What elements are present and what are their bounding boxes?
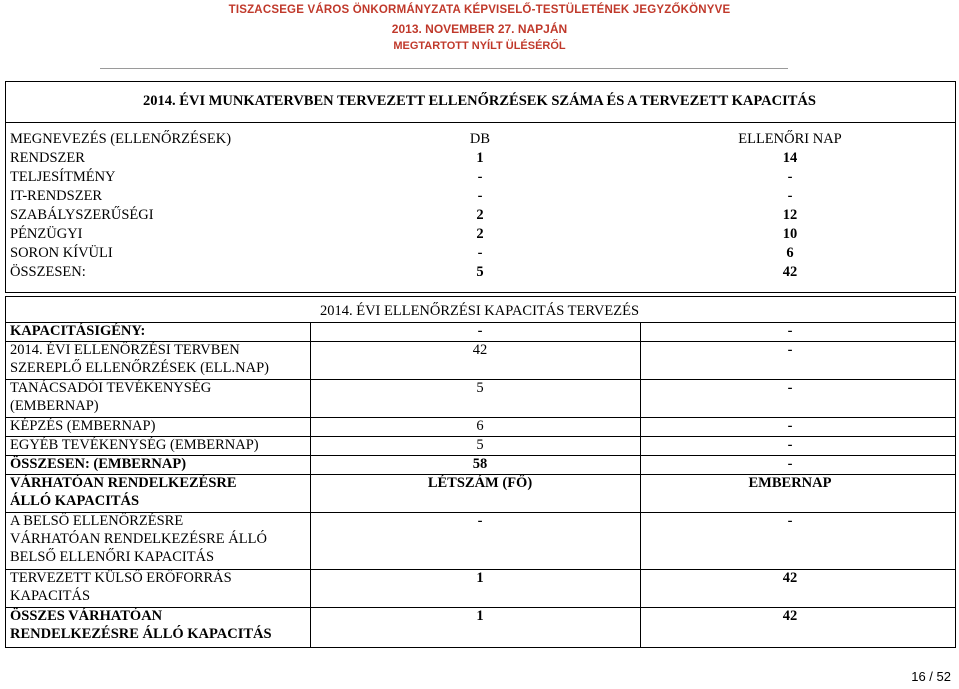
table1-cell-db: - — [477, 169, 483, 185]
table2-cell-name: SZEREPLŐ ELLENŐRZÉSEK (ELL.NAP) — [10, 360, 269, 376]
table2-cell-name: EGYÉB TEVÉKENYSÉG (EMBERNAP) — [10, 437, 259, 453]
table2-cell-value: 42 — [472, 342, 488, 358]
table2-cell-header: LÉTSZÁM (FŐ) — [427, 475, 533, 491]
header-divider — [100, 68, 788, 69]
table2-cell-value: - — [787, 418, 793, 434]
table2-cell-value: 1 — [476, 570, 484, 586]
table2-cell-name: (EMBERNAP) — [10, 398, 99, 414]
table2-cell-name: A BELSŐ ELLENŐRZÉSRE — [10, 513, 184, 529]
table1-header-db: DB — [469, 131, 491, 147]
table1-title: 2014. ÉVI MUNKATERVBEN TERVEZETT ELLENŐRZÉSEK SZÁMA ÉS A TERVEZETT KAPACITÁS — [143, 93, 816, 109]
table2-cell-value: - — [787, 323, 793, 339]
table2-cell-name: 2014. ÉVI ELLENŐRZÉSI TERVBEN — [10, 342, 240, 358]
table2-cell-name: RENDELKEZÉSRE ÁLLÓ KAPACITÁS — [10, 626, 272, 642]
table1-title-divider — [5, 122, 955, 123]
header-subtitle: MEGTARTOTT NYÍLT ÜLÉSÉRŐL — [393, 40, 566, 52]
table2-cell-name: KÉPZÉS (EMBERNAP) — [10, 418, 156, 434]
header-date: 2013. NOVEMBER 27. NAPJÁN — [391, 22, 568, 36]
table1-cell-db: 5 — [476, 264, 484, 280]
table2-cell-value: - — [787, 513, 793, 529]
table2-cell-name: VÁRHATÓAN RENDELKEZÉSRE ÁLLÓ — [10, 531, 267, 547]
table1-cell-name: SZABÁLYSZERŰSÉGI — [10, 207, 154, 223]
table1-cell-nap: 10 — [782, 226, 798, 242]
table1-cell-db: - — [477, 245, 483, 261]
table2-cell-value: 5 — [476, 437, 484, 453]
table2-col-divider — [310, 322, 311, 647]
table1-cell-name: TELJESÍTMÉNY — [10, 169, 116, 185]
table2-cell-value: 42 — [782, 608, 798, 624]
table2-cell-value: 42 — [782, 570, 798, 586]
table2-cell-value: 6 — [476, 418, 484, 434]
table1-cell-db: 2 — [476, 207, 484, 223]
table2-cell-name: TERVEZETT KÜLSŐ ERŐFORRÁS — [10, 570, 232, 586]
header-title: TISZACSEGE VÁROS ÖNKORMÁNYZATA KÉPVISELŐ-TESTÜLETÉNEK JEGYZŐKÖNYVE — [228, 4, 731, 16]
table2-cell-name: VÁRHATÓAN RENDELKEZÉSRE — [10, 475, 237, 491]
table2-cell-value: - — [787, 456, 793, 472]
table2-cell-name: ÖSSZESEN: (EMBERNAP) — [10, 456, 187, 472]
table1-cell-nap: 42 — [782, 264, 798, 280]
table1-cell-db: 2 — [476, 226, 484, 242]
table2-cell-header: EMBERNAP — [748, 475, 832, 491]
table2-cell-value: - — [787, 342, 793, 358]
table2-cell-name: ÁLLÓ KAPACITÁS — [10, 493, 140, 509]
table2-cell-name: BELSŐ ELLENŐRI KAPACITÁS — [10, 549, 215, 565]
table2-cell-value: - — [787, 437, 793, 453]
table1-cell-name: SORON KÍVÜLI — [10, 245, 113, 261]
table1-cell-name: IT-RENDSZER — [10, 188, 103, 204]
table2-col-divider — [640, 322, 641, 647]
table2-title: 2014. ÉVI ELLENŐRZÉSI KAPACITÁS TERVEZÉS — [319, 303, 640, 319]
table1-header-name: MEGNEVEZÉS (ELLENŐRZÉSEK) — [10, 131, 232, 147]
table1-cell-db: - — [477, 188, 483, 204]
table1-cell-name: ÖSSZESEN: — [10, 264, 86, 280]
table2-cell-value: - — [477, 513, 483, 529]
table1-header-nap: ELLENŐRI NAP — [738, 131, 842, 147]
table2-cell-name: KAPACITÁSIGÉNY: — [10, 323, 146, 339]
table1-cell-nap: 12 — [782, 207, 798, 223]
table2-cell-value: 58 — [472, 456, 488, 472]
table1-cell-db: 1 — [476, 150, 484, 166]
table2-cell-value: 5 — [476, 380, 484, 396]
page-number: 16 / 52 — [911, 669, 951, 684]
table2-cell-name: TANÁCSADÓI TEVÉKENYSÉG — [10, 380, 212, 396]
table2-cell-value: - — [477, 323, 483, 339]
table1-cell-nap: - — [787, 169, 793, 185]
table2-cell-name: ÖSSZES VÁRHATÓAN — [10, 608, 163, 624]
table2-cell-value: - — [787, 380, 793, 396]
table1-cell-nap: 14 — [782, 150, 798, 166]
table2-cell-value: 1 — [476, 608, 484, 624]
table1-cell-name: PÉNZÜGYI — [10, 226, 83, 242]
table1-cell-name: RENDSZER — [10, 150, 85, 166]
table1-cell-nap: 6 — [786, 245, 794, 261]
table1-cell-nap: - — [787, 188, 793, 204]
table2-cell-name: KAPACITÁS — [10, 588, 91, 604]
